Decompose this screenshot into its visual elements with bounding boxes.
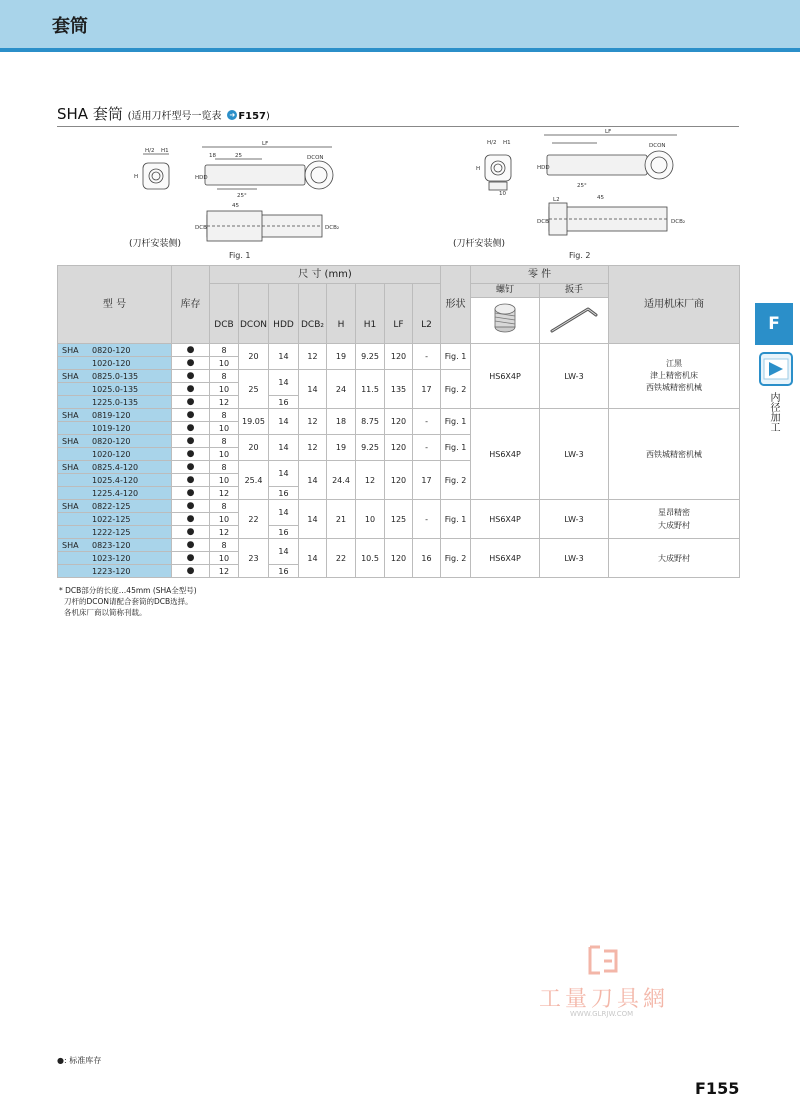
cell-h: 24.4 bbox=[327, 461, 356, 500]
stock-dot: ● bbox=[172, 487, 210, 500]
machine-line: 西铁城精密机械 bbox=[646, 449, 703, 459]
cell-wrench: LW-3 bbox=[540, 344, 609, 409]
cell-dcon: 20 bbox=[239, 344, 269, 370]
cell-screw: HS6X4P bbox=[471, 344, 540, 409]
machine-line: 大成野村 bbox=[658, 521, 691, 530]
cell-l2: - bbox=[413, 344, 441, 370]
spec-table bbox=[57, 265, 740, 578]
machine-line: 江黑 bbox=[666, 359, 683, 368]
label2-l2: L2 bbox=[553, 197, 560, 203]
label2-h2: H/2 bbox=[487, 140, 497, 146]
label-h1: H1 bbox=[161, 148, 169, 154]
header-parts: 零 件 bbox=[471, 266, 609, 284]
figure-area bbox=[57, 126, 739, 266]
cell-h1: 10.5 bbox=[356, 539, 385, 578]
stock-dot: ● bbox=[172, 448, 210, 461]
cell-screw: HS6X4P bbox=[471, 539, 540, 578]
cell-wrench: LW-3 bbox=[540, 539, 609, 578]
cell-dcon: 20 bbox=[239, 435, 269, 461]
label2-dcb: DCB bbox=[537, 219, 549, 225]
stock-dot: ● bbox=[172, 383, 210, 396]
cell-dcb: 12 bbox=[210, 487, 239, 500]
cell-hdd: 16 bbox=[269, 396, 299, 409]
cell-h1: 12 bbox=[356, 461, 385, 500]
cell-dcon: 19.05 bbox=[239, 409, 269, 435]
header-stock: 库存 bbox=[172, 266, 210, 344]
table-row-model: 1023-120 bbox=[58, 552, 172, 565]
cell-hdd: 14 bbox=[269, 344, 299, 370]
header-dcb: DCB bbox=[210, 284, 239, 344]
cell-dcb: 10 bbox=[210, 448, 239, 461]
label-18: 18 bbox=[209, 153, 216, 159]
header-l2: L2 bbox=[413, 284, 441, 344]
section-subtitle: (适用刀杆型号一览表 bbox=[127, 111, 222, 122]
cell-wrench: LW-3 bbox=[540, 409, 609, 500]
label2-dcb2: DCB₂ bbox=[671, 219, 686, 225]
cell-screw: HS6X4P bbox=[471, 500, 540, 539]
cell-l2: 17 bbox=[413, 461, 441, 500]
cell-h: 19 bbox=[327, 344, 356, 370]
inner-boring-icon bbox=[759, 352, 793, 386]
label-h2: H/2 bbox=[145, 148, 155, 154]
stock-dot: ● bbox=[172, 526, 210, 539]
cell-shape: Fig. 1 bbox=[441, 344, 471, 370]
header-dcon: DCON bbox=[239, 284, 269, 344]
screw-image bbox=[471, 298, 540, 344]
cell-hdd: 16 bbox=[269, 565, 299, 578]
cell-shape: Fig. 2 bbox=[441, 539, 471, 578]
cell-h: 19 bbox=[327, 435, 356, 461]
cell-dcb: 10 bbox=[210, 552, 239, 565]
section-title-main: SHA 套筒 bbox=[57, 105, 123, 123]
label-dcb2: DCB₂ bbox=[325, 225, 340, 231]
label2-10: 10 bbox=[499, 191, 506, 197]
table-row-model: SHA 0825.4-120 bbox=[58, 461, 172, 474]
label-25: 25 bbox=[235, 153, 242, 159]
cell-h: 18 bbox=[327, 409, 356, 435]
cell-hdd: 14 bbox=[269, 461, 299, 487]
machine-line: 大成野村 bbox=[658, 553, 691, 563]
table-row-model: 1020-120 bbox=[58, 448, 172, 461]
header-dims: 尺 寸 (mm) bbox=[210, 266, 441, 284]
cell-lf: 120 bbox=[385, 435, 413, 461]
header-h: H bbox=[327, 284, 356, 344]
screw-icon bbox=[485, 301, 525, 337]
label-dcb: DCB bbox=[195, 225, 207, 231]
header-machine: 适用机床厂商 bbox=[609, 266, 740, 344]
watermark-url: WWW.GLRJW.COM bbox=[570, 1010, 634, 1018]
header-lf: LF bbox=[385, 284, 413, 344]
page-number: F155 bbox=[695, 1079, 740, 1098]
cell-dcb2: 14 bbox=[299, 500, 327, 539]
fig1-note: (刀杆安装侧) bbox=[129, 239, 182, 249]
cell-dcb: 10 bbox=[210, 474, 239, 487]
stock-dot: ● bbox=[172, 422, 210, 435]
table-row-model: SHA 0820-120 bbox=[58, 435, 172, 448]
table-row-model: 1019-120 bbox=[58, 422, 172, 435]
stock-dot: ● bbox=[172, 409, 210, 422]
cell-dcb2: 14 bbox=[299, 539, 327, 578]
table-row-model: 1222-125 bbox=[58, 526, 172, 539]
cell-l2: - bbox=[413, 500, 441, 539]
watermark-text: 工量刀具網 bbox=[539, 987, 670, 1012]
cell-dcb2: 12 bbox=[299, 344, 327, 370]
label2-dcon: DCON bbox=[649, 143, 666, 149]
table-row-model: 1025.4-120 bbox=[58, 474, 172, 487]
header-wrench: 扳手 bbox=[540, 284, 609, 298]
cell-dcb2: 12 bbox=[299, 435, 327, 461]
fig2-caption: Fig. 2 bbox=[569, 251, 591, 260]
label2-h: H bbox=[476, 166, 481, 172]
table-row-model: 1225.0-135 bbox=[58, 396, 172, 409]
section-subtitle-end: ) bbox=[266, 111, 270, 122]
stock-dot: ● bbox=[172, 500, 210, 513]
label-hdd: HDD bbox=[195, 175, 208, 181]
table-row-model: SHA 0825.0-135 bbox=[58, 370, 172, 383]
header-screw: 螺钉 bbox=[471, 284, 540, 298]
cell-l2: - bbox=[413, 435, 441, 461]
cell-h1: 9.25 bbox=[356, 435, 385, 461]
cell-l2: 17 bbox=[413, 370, 441, 409]
cell-dcb: 8 bbox=[210, 344, 239, 357]
table-row-model: SHA 0822-125 bbox=[58, 500, 172, 513]
stock-dot: ● bbox=[172, 370, 210, 383]
cell-dcb: 10 bbox=[210, 513, 239, 526]
cell-lf: 125 bbox=[385, 500, 413, 539]
cell-hdd: 16 bbox=[269, 487, 299, 500]
arrow-right-icon: ➜ bbox=[227, 110, 237, 120]
cell-machine bbox=[609, 409, 740, 500]
label2-lf: LF bbox=[605, 129, 612, 135]
stock-dot: ● bbox=[172, 474, 210, 487]
page-header bbox=[0, 0, 800, 48]
cell-shape: Fig. 1 bbox=[441, 500, 471, 539]
cell-lf: 135 bbox=[385, 370, 413, 409]
cell-h1: 9.25 bbox=[356, 344, 385, 370]
cell-hdd: 14 bbox=[269, 500, 299, 526]
cell-h: 24 bbox=[327, 370, 356, 409]
cell-hdd: 16 bbox=[269, 526, 299, 539]
cell-machine bbox=[609, 344, 740, 409]
cell-hdd: 14 bbox=[269, 539, 299, 565]
stock-dot: ● bbox=[172, 552, 210, 565]
cell-dcb2: 14 bbox=[299, 370, 327, 409]
stock-dot: ● bbox=[172, 513, 210, 526]
stock-dot: ● bbox=[172, 539, 210, 552]
table-row-model: 1022-125 bbox=[58, 513, 172, 526]
footnotes bbox=[59, 585, 197, 618]
fig2-note: (刀杆安装侧) bbox=[453, 239, 506, 249]
cell-machine bbox=[609, 539, 740, 578]
cell-dcb: 8 bbox=[210, 461, 239, 474]
cell-shape: Fig. 2 bbox=[441, 461, 471, 500]
machine-line: 西铁城精密机械 bbox=[646, 383, 703, 392]
stock-dot: ● bbox=[172, 565, 210, 578]
stock-dot: ● bbox=[172, 461, 210, 474]
stock-dot: ● bbox=[172, 435, 210, 448]
watermark-logo-icon bbox=[586, 943, 620, 977]
section-title bbox=[57, 103, 270, 124]
cell-dcb: 10 bbox=[210, 383, 239, 396]
table-row-model: SHA 0823-120 bbox=[58, 539, 172, 552]
cell-dcb2: 12 bbox=[299, 409, 327, 435]
cell-lf: 120 bbox=[385, 461, 413, 500]
cell-h1: 8.75 bbox=[356, 409, 385, 435]
cell-dcb: 10 bbox=[210, 422, 239, 435]
label2-h1: H1 bbox=[503, 140, 511, 146]
cell-shape: Fig. 1 bbox=[441, 409, 471, 435]
cell-dcon: 25 bbox=[239, 370, 269, 409]
label2-45: 45 bbox=[597, 195, 604, 201]
cell-lf: 120 bbox=[385, 409, 413, 435]
footnote: 刀杆的DCON请配合套筒的DCB选择。 bbox=[64, 597, 193, 606]
cell-lf: 120 bbox=[385, 539, 413, 578]
cell-hdd: 14 bbox=[269, 370, 299, 396]
stock-legend: ●: 标准库存 bbox=[57, 1056, 102, 1065]
header-h1: H1 bbox=[356, 284, 385, 344]
footnote: 各机床厂商以简称刊载。 bbox=[64, 608, 147, 617]
header-model: 型 号 bbox=[58, 266, 172, 344]
cell-dcb: 12 bbox=[210, 396, 239, 409]
cell-dcon: 25.4 bbox=[239, 461, 269, 500]
cell-hdd: 14 bbox=[269, 435, 299, 461]
chapter-tab-f[interactable]: F bbox=[755, 303, 793, 345]
table-row-model: 1020-120 bbox=[58, 357, 172, 370]
table-row-model: 1223-120 bbox=[58, 565, 172, 578]
label2-hdd: HDD bbox=[537, 165, 550, 171]
label2-angle: 25° bbox=[577, 183, 587, 189]
cell-lf: 120 bbox=[385, 344, 413, 370]
header-divider bbox=[0, 48, 800, 52]
label-45: 45 bbox=[232, 203, 239, 209]
cell-hdd: 14 bbox=[269, 409, 299, 435]
cell-dcb: 12 bbox=[210, 565, 239, 578]
footnote: * DCB部分的长度…45mm (SHA全型号) bbox=[59, 586, 197, 595]
cell-shape: Fig. 1 bbox=[441, 435, 471, 461]
cell-h: 22 bbox=[327, 539, 356, 578]
table-row-model: 1225.4-120 bbox=[58, 487, 172, 500]
label-lf: LF bbox=[262, 141, 269, 147]
machine-line: 星昂精密 bbox=[658, 508, 691, 517]
section-ref-link[interactable]: F157 bbox=[238, 111, 267, 122]
cell-dcb: 12 bbox=[210, 526, 239, 539]
cell-l2: 16 bbox=[413, 539, 441, 578]
cell-dcb: 8 bbox=[210, 409, 239, 422]
cell-wrench: LW-3 bbox=[540, 500, 609, 539]
hex-key-icon bbox=[546, 301, 602, 337]
cell-h1: 11.5 bbox=[356, 370, 385, 409]
label-h: H bbox=[134, 174, 139, 180]
cell-h1: 10 bbox=[356, 500, 385, 539]
table-row-model: SHA 0819-120 bbox=[58, 409, 172, 422]
cell-dcon: 22 bbox=[239, 500, 269, 539]
wrench-image bbox=[540, 298, 609, 344]
header-dcb2: DCB₂ bbox=[299, 284, 327, 344]
cell-dcon: 23 bbox=[239, 539, 269, 578]
label-angle: 25° bbox=[237, 193, 247, 199]
cell-machine bbox=[609, 500, 740, 539]
stock-dot: ● bbox=[172, 396, 210, 409]
cell-screw: HS6X4P bbox=[471, 409, 540, 500]
cell-l2: - bbox=[413, 409, 441, 435]
stock-dot: ● bbox=[172, 357, 210, 370]
cell-dcb2: 14 bbox=[299, 461, 327, 500]
cell-dcb: 10 bbox=[210, 357, 239, 370]
cell-h: 21 bbox=[327, 500, 356, 539]
cell-shape: Fig. 2 bbox=[441, 370, 471, 409]
fig1-caption: Fig. 1 bbox=[229, 251, 251, 260]
header-title: 套筒 bbox=[52, 16, 88, 37]
header-shape: 形状 bbox=[441, 266, 471, 344]
label-dcon: DCON bbox=[307, 155, 324, 161]
cell-dcb: 8 bbox=[210, 370, 239, 383]
boring-tool-icon bbox=[761, 354, 791, 384]
chapter-label: 内径加工 bbox=[768, 392, 779, 432]
cell-dcb: 8 bbox=[210, 500, 239, 513]
header-hdd: HDD bbox=[269, 284, 299, 344]
machine-line: 津上精密机床 bbox=[650, 371, 699, 380]
table-row-model: SHA 0820-120 bbox=[58, 344, 172, 357]
cell-dcb: 8 bbox=[210, 539, 239, 552]
table-row-model: 1025.0-135 bbox=[58, 383, 172, 396]
cell-dcb: 8 bbox=[210, 435, 239, 448]
stock-dot: ● bbox=[172, 344, 210, 357]
